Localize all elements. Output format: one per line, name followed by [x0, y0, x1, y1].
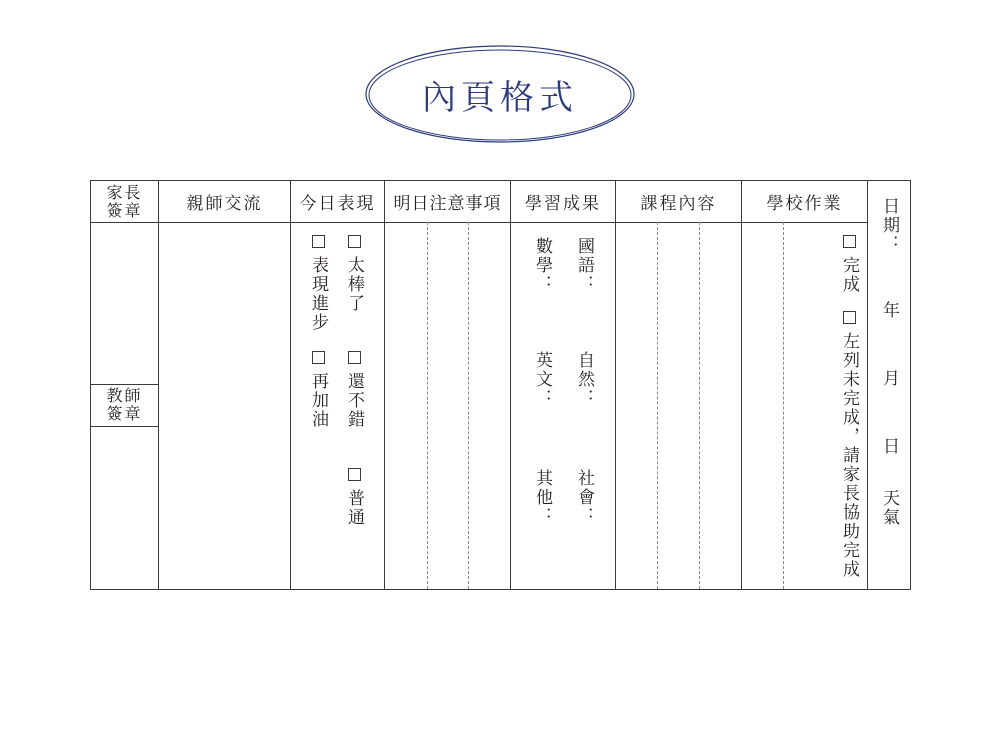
daily-record-table [90, 180, 911, 590]
day-label: 日 [879, 437, 899, 456]
homework-header: 學校作業 [766, 194, 843, 214]
option-normal[interactable]: 普通 [344, 468, 364, 527]
subject-other: 其他： [532, 469, 552, 526]
option-great[interactable]: 太棒了 [344, 235, 364, 313]
homework-undone[interactable]: 左列未完成，請家長協助完成 [839, 311, 859, 579]
checkbox[interactable] [348, 351, 361, 364]
option-try-harder[interactable]: 再加油 [308, 351, 328, 429]
option-progress[interactable]: 表現進步 [308, 235, 328, 332]
course-header: 課程內容 [640, 194, 717, 214]
subject-math: 數學： [532, 237, 552, 294]
parent-sign-header: 家長簽章 [106, 182, 143, 220]
subject-english: 英文： [532, 351, 552, 408]
weather-label: 天氣 [879, 489, 899, 527]
title-ellipse [360, 40, 640, 148]
page-title: 內頁格式 [422, 77, 578, 118]
results-header: 學習成果 [525, 194, 601, 214]
teacher-sign-label: 教師簽章 [106, 386, 143, 423]
year-label: 年 [879, 301, 899, 320]
date-label: 日期： [879, 197, 899, 254]
subject-science: 自然： [574, 351, 594, 408]
checkbox[interactable] [312, 235, 325, 248]
option-good[interactable]: 還不錯 [344, 351, 364, 429]
today-header: 今日表現 [299, 194, 376, 214]
checkbox[interactable] [348, 235, 361, 248]
communication-header: 親師交流 [186, 194, 263, 214]
checkbox[interactable] [843, 235, 856, 248]
subject-chinese: 國語： [574, 237, 594, 294]
month-label: 月 [879, 369, 899, 388]
checkbox[interactable] [312, 351, 325, 364]
checkbox[interactable] [843, 311, 856, 324]
checkbox[interactable] [348, 468, 361, 481]
subject-social: 社會： [574, 469, 594, 526]
homework-done[interactable]: 完成 [839, 235, 859, 294]
notes-header: 明日注意事項 [393, 194, 502, 214]
